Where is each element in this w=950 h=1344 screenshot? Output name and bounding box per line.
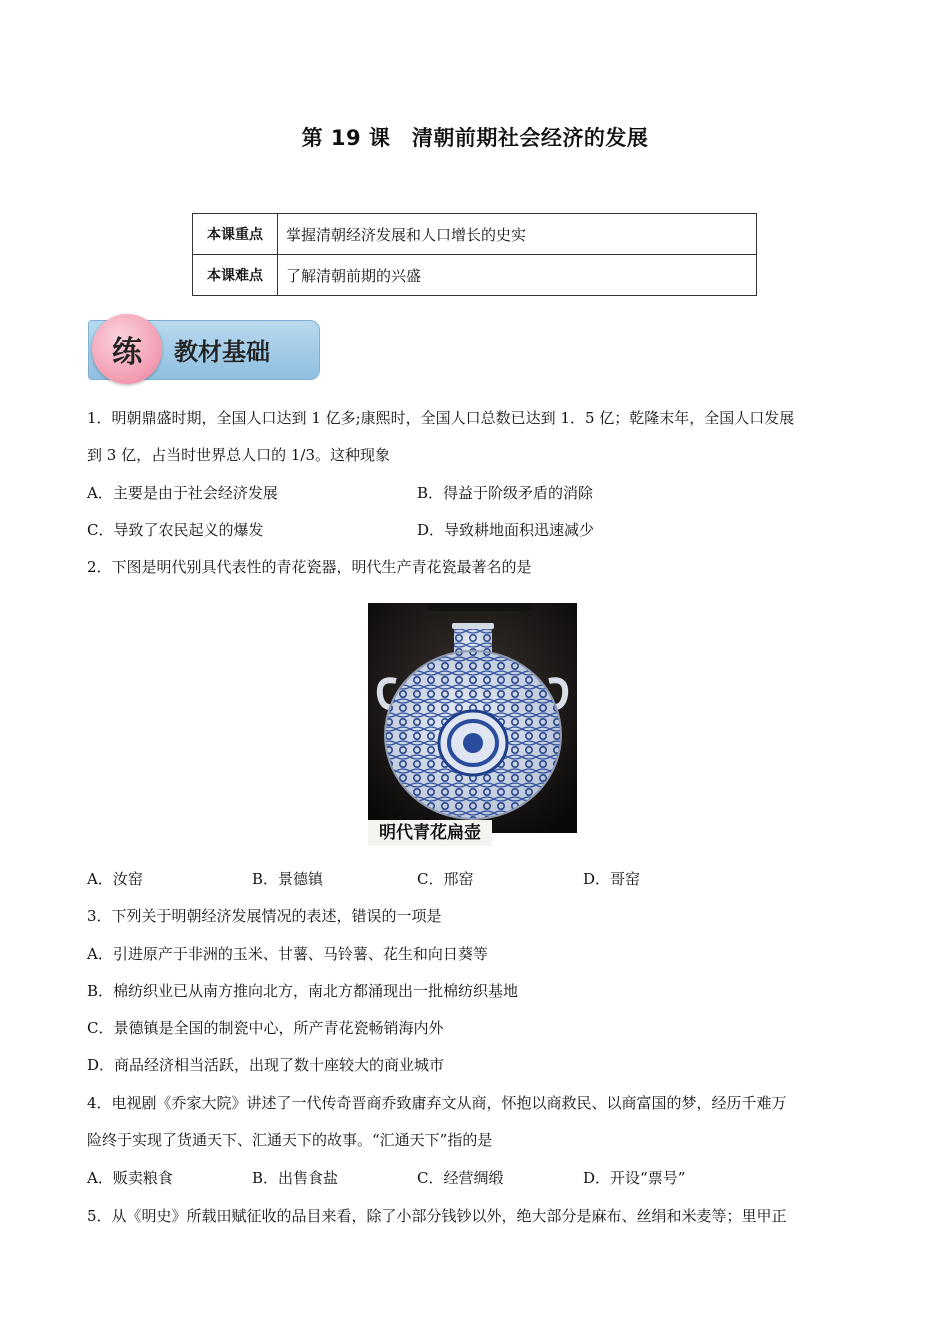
q4-option-c: C．经营绸缎 [417,1169,504,1187]
q4-option-a: A．贩卖粮食 [87,1169,173,1187]
q5-stem-line1: 5．从《明史》所载田赋征收的品目来看，除了小部分钱钞以外，绝大部分是麻布、丝绢和米麦等；里甲正 [87,1207,787,1225]
image-caption: 明代青花扁壶 [368,820,492,846]
q1-stem-line2: 到 3 亿，占当时世界总人口的 1/3。这种现象 [87,446,390,464]
banner-label: 教材基础 [174,338,270,366]
lesson-key-table [192,213,757,296]
q1-option-a: A．主要是由于社会经济发展 [87,484,278,502]
q3-option-d: D．商品经济相当活跃，出现了数十座较大的商业城市 [87,1056,445,1074]
q2-option-d: D．哥窑 [583,870,641,888]
blue-white-flask-illustration [368,603,577,833]
q1-option-b: B．得益于阶级矛盾的消除 [417,484,594,502]
q3-stem: 3．下列关于明朝经济发展情况的表述，错误的一项是 [87,907,442,925]
section-banner [88,318,320,380]
porcelain-flask-image [368,603,577,833]
banner-badge: 练 [92,314,162,384]
q4-stem-line2: 险终于实现了货通天下、汇通天下的故事。“汇通天下”指的是 [87,1131,493,1149]
q1-option-d: D．导致耕地面积迅速减少 [417,521,595,539]
q1-stem-line1: 1．明朝鼎盛时期，全国人口达到 1 亿多;康熙时，全国人口总数已达到 1．5 亿；乾隆末年，全国人口发展 [87,409,795,427]
table-row [193,214,757,255]
q4-option-d: D．开设“票号” [583,1169,686,1187]
table-row [193,255,757,296]
q2-option-b: B．景德镇 [252,870,324,888]
key-value: 了解清朝前期的兴盛 [278,255,757,296]
page-title: 第 19 课 清朝前期社会经济的发展 [301,126,649,150]
q3-option-a: A．引进原产于非洲的玉米、甘薯、马铃薯、花生和向日葵等 [87,945,488,963]
q4-option-b: B．出售食盐 [252,1169,339,1187]
key-label: 本课重点 [193,214,278,255]
q2-option-a: A．汝窑 [87,870,143,888]
key-label: 本课难点 [193,255,278,296]
q3-option-c: C．景德镇是全国的制瓷中心，所产青花瓷畅销海内外 [87,1019,444,1037]
q3-option-b: B．棉纺织业已从南方推向北方，南北方都涌现出一批棉纺织基地 [87,982,519,1000]
q1-option-c: C．导致了农民起义的爆发 [87,521,264,539]
q2-stem: 2．下图是明代别具代表性的青花瓷器，明代生产青花瓷最著名的是 [87,558,532,576]
q2-option-c: C．邢窑 [417,870,474,888]
q4-stem-line1: 4．电视剧《乔家大院》讲述了一代传奇晋商乔致庸弃文从商，怀抱以商救民、以商富国的梦，经历千难万 [87,1094,787,1112]
key-value: 掌握清朝经济发展和人口增长的史实 [278,214,757,255]
